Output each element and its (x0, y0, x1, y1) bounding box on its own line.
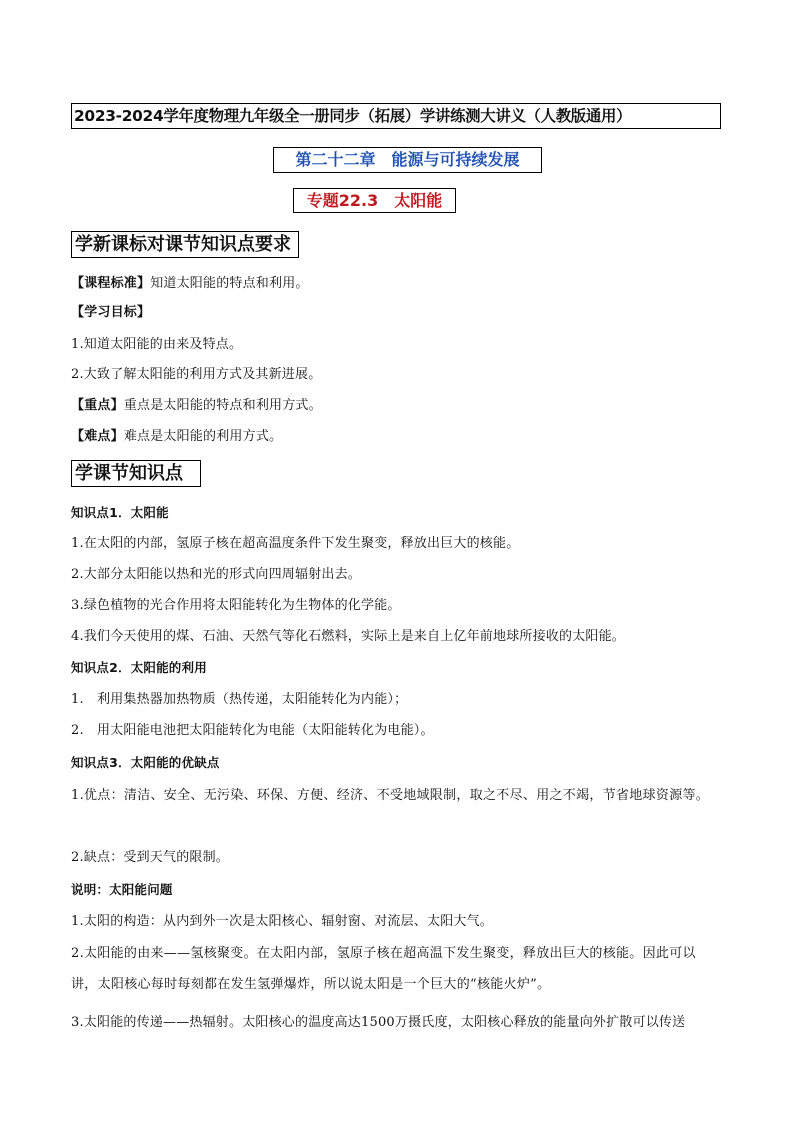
advantages-paragraph: 1.优点：清洁、安全、无污染、环保、方便、经济、不受地域限制，取之不尽、用之不竭，节省地球资源等。 (71, 788, 710, 803)
learning-goals-label: 【学习目标】 (71, 305, 151, 320)
key-point-label: 【重点】 (71, 398, 124, 413)
knowledge-point-3-title: 知识点3．太阳能的优缺点 (71, 755, 220, 770)
note-item: 1.太阳的构造：从内到外一次是太阳核心、辐射窗、对流层、太阳大气。 (71, 914, 494, 929)
knowledge-point-2-title: 知识点2．太阳能的利用 (71, 660, 207, 675)
knowledge-item: 1. 利用集热器加热物质（热传递，太阳能转化为内能）； (71, 692, 408, 707)
knowledge-item: 2. 用太阳能电池把太阳能转化为电能（太阳能转化为电能）。 (71, 723, 434, 738)
learning-goal-item: 2.大致了解太阳能的利用方式及其新进展。 (71, 367, 322, 382)
section-heading-curriculum: 学新课标对课节知识点要求 (71, 231, 299, 258)
series-title-banner: 2023-2024学年度物理九年级全一册同步（拓展）学讲练测大讲义（人教版通用） (71, 103, 721, 129)
course-standard-text: 知道太阳能的特点和利用。 (150, 276, 309, 291)
chapter-title: 第二十二章 能源与可持续发展 (273, 147, 542, 173)
knowledge-item: 2.大部分太阳能以热和光的形式向四周辐射出去。 (71, 567, 362, 582)
key-point (71, 397, 322, 415)
note-title: 说明：太阳能问题 (71, 882, 173, 897)
difficult-point (71, 428, 282, 446)
knowledge-point-1-title: 知识点1．太阳能 (71, 505, 169, 520)
note-item: 3.太阳能的传递——热辐射。太阳核心的温度高达1500万摄氏度，太阳核心释放的能量向外扩散可以传送 (71, 1015, 686, 1030)
topic-title: 专题22.3 太阳能 (293, 188, 456, 213)
key-point-text: 重点是太阳能的特点和利用方式。 (123, 398, 322, 413)
difficult-point-text: 难点是太阳能的利用方式。 (123, 429, 283, 444)
disadvantages-line: 2.缺点：受到天气的限制。 (71, 850, 230, 865)
note-item-paragraph: 2.太阳能的由来——氢核聚变。在太阳内部，氢原子核在超高温下发生聚变，释放出巨大的核能。因此可以讲，太阳核心每时每刻都在发生氢弹爆炸，所以说太阳是一个巨大的“核能火炉”。 (71, 946, 696, 992)
section-heading-knowledge: 学课节知识点 (71, 460, 201, 487)
knowledge-item: 1.在太阳的内部，氢原子核在超高温度条件下发生聚变，释放出巨大的核能。 (71, 536, 520, 551)
learning-goal-item: 1.知道太阳能的由来及特点。 (71, 337, 243, 352)
difficult-point-label: 【难点】 (71, 429, 124, 444)
knowledge-item: 4.我们今天使用的煤、石油、天然气等化石燃料，实际上是来自上亿年前地球所接收的太阳能。 (71, 629, 626, 644)
course-standard-label: 【课程标准】 (71, 276, 151, 291)
knowledge-item: 3.绿色植物的光合作用将太阳能转化为生物体的化学能。 (71, 598, 401, 613)
course-standard (71, 275, 309, 293)
